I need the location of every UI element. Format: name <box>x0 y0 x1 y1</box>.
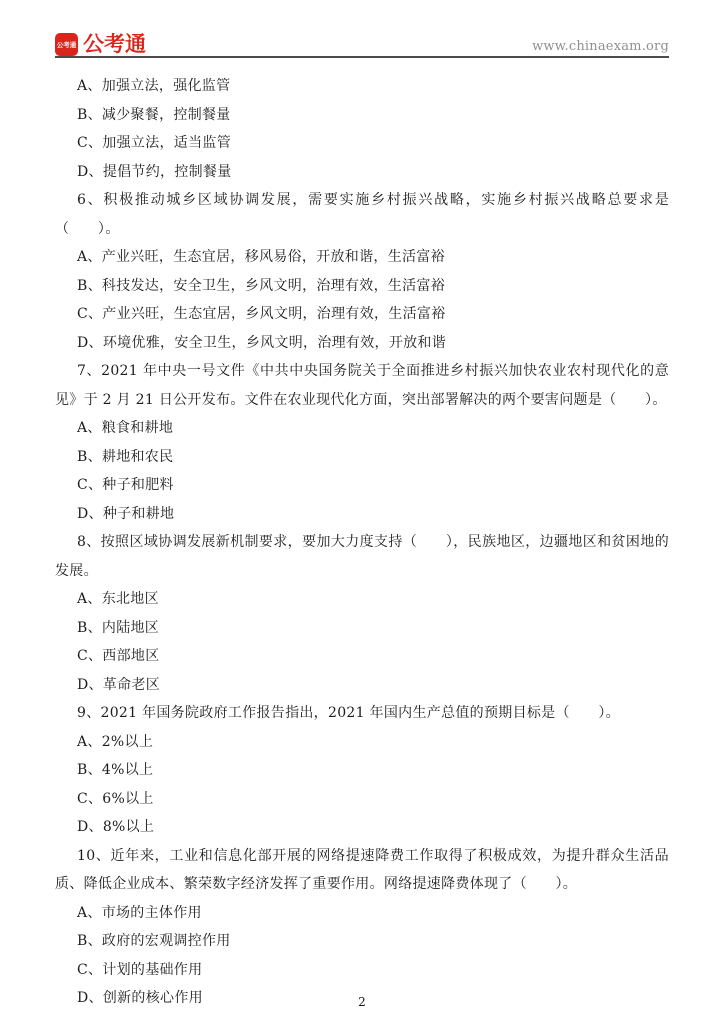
option-text: B、4%以上 <box>77 762 154 778</box>
option-text: D、提倡节约，控制餐量 <box>77 163 232 180</box>
question-text: 8、按照区域协调发展新机制要求，要加大力度支持（ ），民族地区，边疆地区和贫困地的发展。 <box>55 534 669 579</box>
option-text: A、东北地区 <box>77 591 159 607</box>
option-text: C、6%以上 <box>77 790 154 807</box>
question-text: 6、积极推动城乡区域协调发展，需要实施乡村振兴战略，实施乡村振兴战略总要求是（ ）。 <box>55 192 669 237</box>
page-footer <box>0 991 724 1010</box>
brand-name: 公考通 <box>83 32 146 56</box>
option-text: C、种子和肥料 <box>77 477 174 493</box>
option-text: B、科技发达，安全卫生，乡风文明，治理有效，生活富裕 <box>77 277 446 294</box>
option-text: A、加强立法，强化监管 <box>77 78 231 94</box>
option-text: A、产业兴旺，生态宜居，移风易俗，开放和谐，生活富裕 <box>77 249 445 265</box>
option-text: A、市场的主体作用 <box>77 904 202 921</box>
option-text: C、西部地区 <box>77 648 160 664</box>
option-text: D、革命老区 <box>77 676 161 693</box>
option-text: B、耕地和农民 <box>77 448 174 465</box>
option-text: B、内陆地区 <box>77 619 160 636</box>
option-text: D、环境优雅，安全卫生，乡风文明，治理有效，开放和谐 <box>77 334 447 351</box>
option-text: A、粮食和耕地 <box>77 420 174 436</box>
option-text: D、创新的核心作用 <box>77 990 203 1006</box>
question-text: 7、2021 年中央一号文件《中共中央国务院关于全面推进乡村振兴加快农业农村现代化的意见》于 2 月 21 日公开发布。文件在农业现代化方面，突出部署解决的两个要害问题是（ ）。 <box>55 363 669 408</box>
page-header <box>55 0 669 58</box>
question-text: 10、近年来，工业和信息化部开展的网络提速降费工作取得了积极成效，为提升群众生活品质、降低企业成本、繁荣数字经济发挥了重要作用。网络提速降费体现了（ ）。 <box>55 847 669 892</box>
question-text: 9、2021 年国务院政府工作报告指出，2021 年国内生产总值的预期目标是（ ）。 <box>77 705 620 721</box>
site-url-link[interactable]: www.chinaexam.org <box>532 39 669 54</box>
gongkaotong-app-icon: 公考通 <box>55 33 78 56</box>
option-text: C、加强立法，适当监管 <box>77 135 232 151</box>
question-list <box>55 58 669 1013</box>
option-text: D、8%以上 <box>77 819 155 835</box>
option-text: B、减少聚餐，控制餐量 <box>77 106 231 123</box>
option-text: A、2%以上 <box>77 733 154 750</box>
page-number: 2 <box>358 995 366 1009</box>
brand-logo[interactable] <box>55 33 146 56</box>
option-text: C、产业兴旺，生态宜居，乡风文明，治理有效，生活富裕 <box>77 306 446 322</box>
option-text: D、种子和耕地 <box>77 505 175 522</box>
option-text: B、政府的宏观调控作用 <box>77 933 231 949</box>
option-text: C、计划的基础作用 <box>77 961 203 978</box>
